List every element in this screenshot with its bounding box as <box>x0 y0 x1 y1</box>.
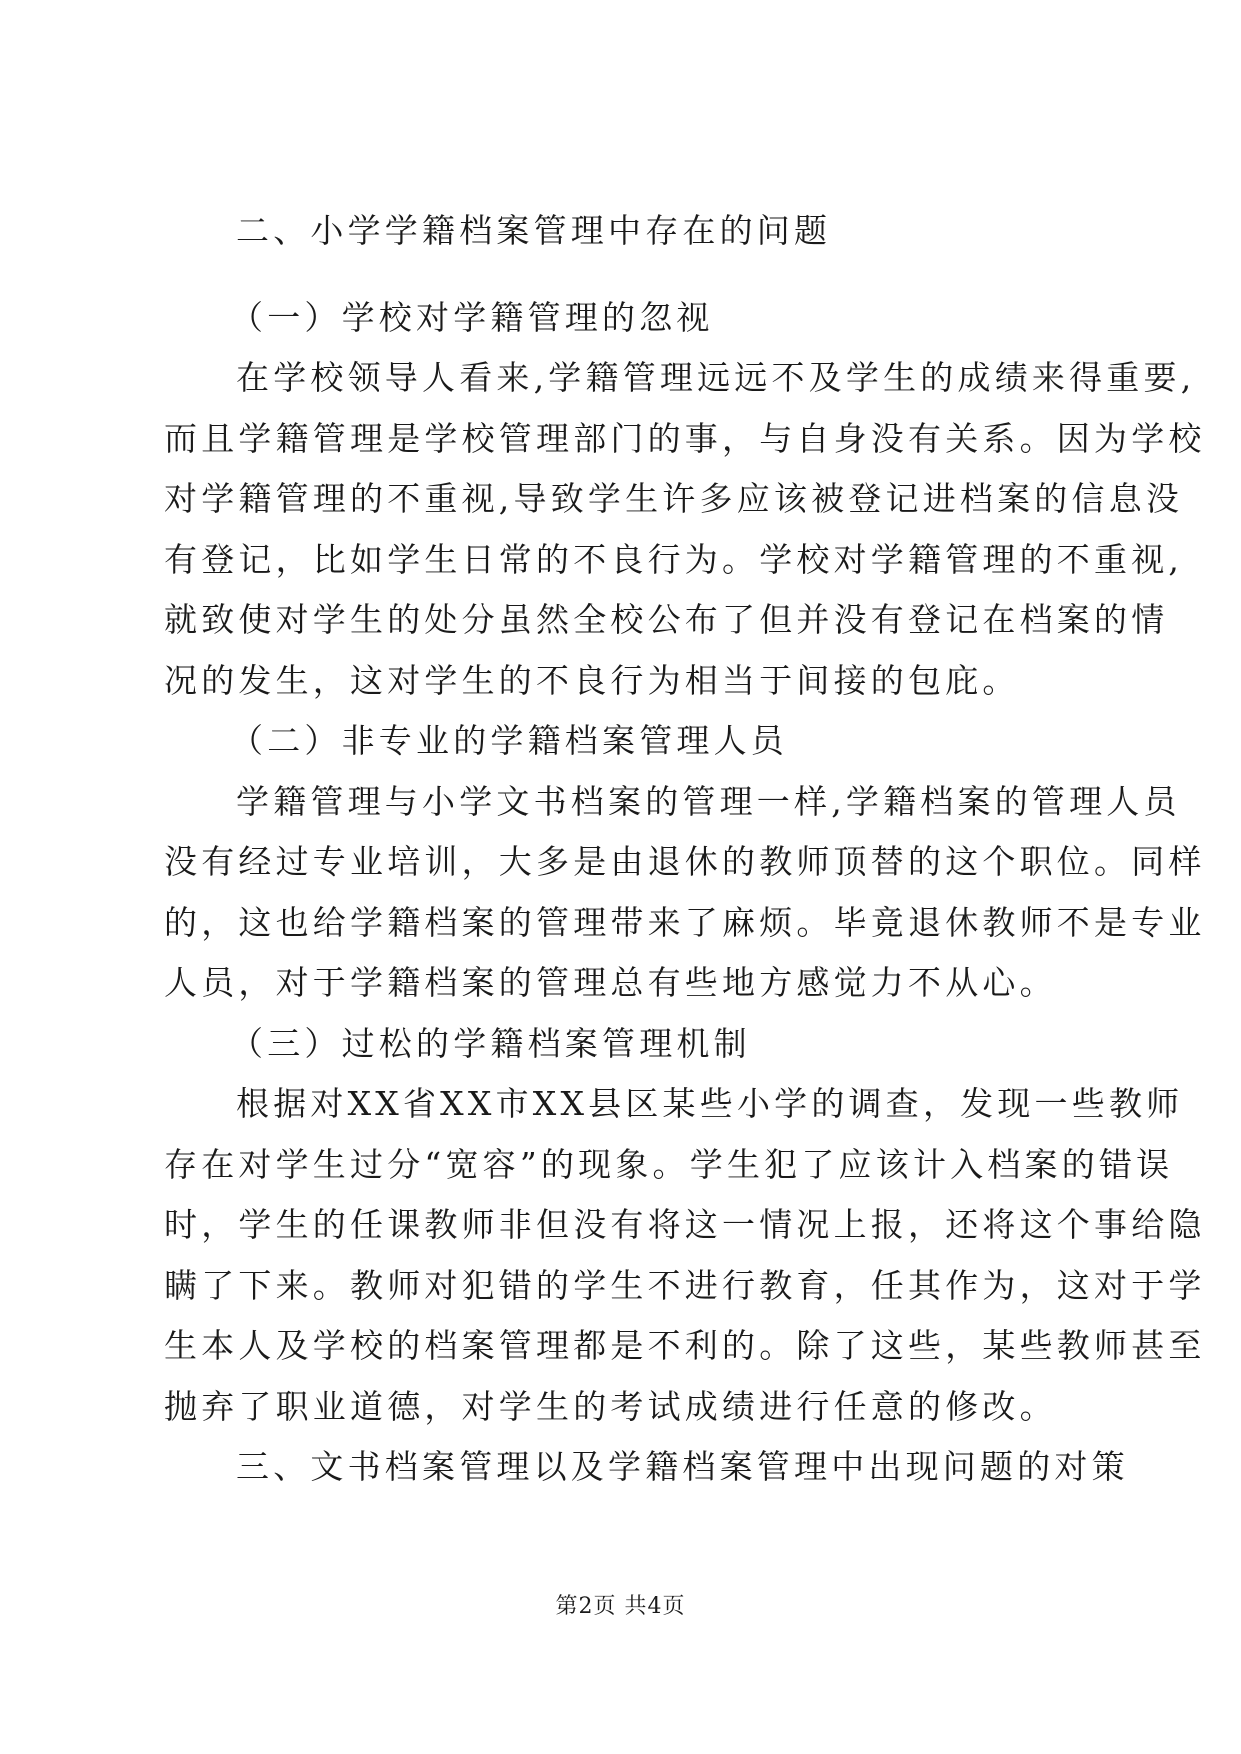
subsection-heading: （一）学校对学籍管理的忽视 <box>230 298 714 337</box>
paragraph-line: 时，学生的任课教师非但没有将这一情况上报，还将这个事给隐 <box>164 1205 1206 1244</box>
paragraph-line: 对学籍管理的不重视,导致学生许多应该被登记进档案的信息没 <box>164 479 1184 518</box>
paragraph-line: 的，这也给学籍档案的管理带来了麻烦。毕竟退休教师不是专业 <box>164 903 1206 942</box>
paragraph-line: 人员，对于学籍档案的管理总有些地方感觉力不从心。 <box>164 963 1057 1002</box>
paragraph-line: 况的发生，这对学生的不良行为相当于间接的包庇。 <box>164 661 1020 700</box>
section-heading: 二、小学学籍档案管理中存在的问题 <box>236 211 832 250</box>
paragraph-line: 而且学籍管理是学校管理部门的事，与自身没有关系。因为学校 <box>164 419 1206 458</box>
paragraph-line: 学籍管理与小学文书档案的管理一样,学籍档案的管理人员 <box>236 782 1181 821</box>
paragraph-line: 就致使对学生的处分虽然全校公布了但并没有登记在档案的情 <box>164 600 1169 639</box>
paragraph-line: 存在对学生过分“宽容”的现象。学生犯了应该计入档案的错误 <box>164 1145 1174 1184</box>
paragraph-line: 生本人及学校的档案管理都是不利的。除了这些，某些教师甚至 <box>164 1326 1206 1365</box>
paragraph-line: 抛弃了职业道德，对学生的考试成绩进行任意的修改。 <box>164 1387 1057 1426</box>
paragraph-line: 根据对XX省XX市XX县区某些小学的调查，发现一些教师 <box>236 1084 1184 1123</box>
paragraph-line: 没有经过专业培训，大多是由退休的教师顶替的这个职位。同样 <box>164 842 1206 881</box>
paragraph-line: 在学校领导人看来,学籍管理远远不及学生的成绩来得重要, <box>236 358 1196 397</box>
section-heading: 三、文书档案管理以及学籍档案管理中出现问题的对策 <box>236 1447 1129 1486</box>
subsection-heading: （二）非专业的学籍档案管理人员 <box>230 721 788 760</box>
subsection-heading: （三）过松的学籍档案管理机制 <box>230 1024 751 1063</box>
paragraph-line: 有登记，比如学生日常的不良行为。学校对学籍管理的不重视, <box>164 540 1184 579</box>
paragraph-line: 瞒了下来。教师对犯错的学生不进行教育，任其作为，这对于学 <box>164 1266 1206 1305</box>
page-footer: 第2页 共4页 <box>555 1594 686 1619</box>
